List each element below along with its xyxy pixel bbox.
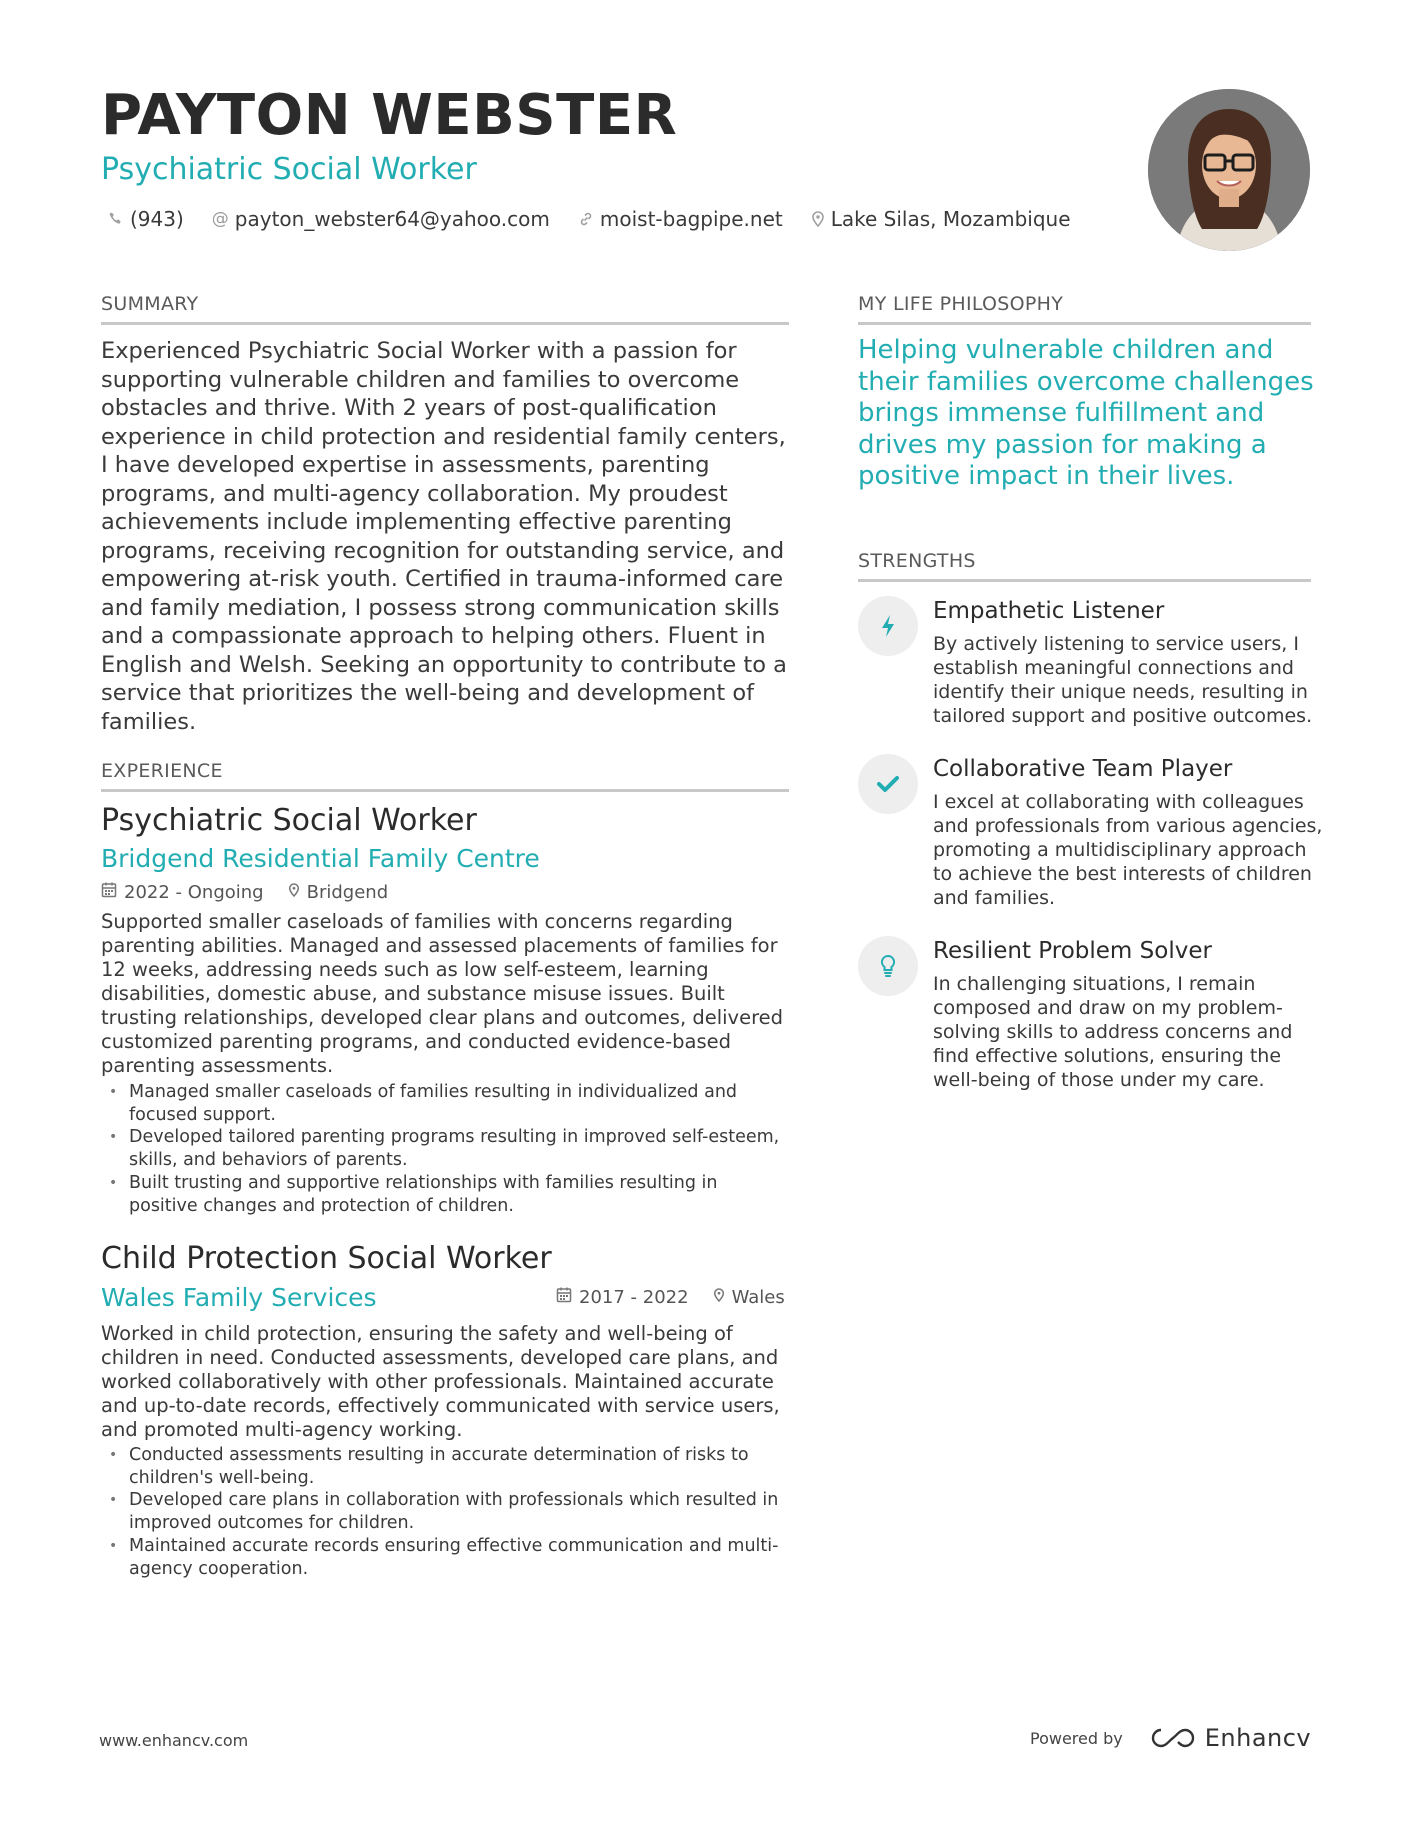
lightning-icon (858, 596, 918, 656)
job-location (713, 1286, 785, 1310)
footer-website[interactable]: www.enhancv.com (99, 1731, 249, 1750)
contact-phone[interactable] (108, 205, 184, 233)
location-pin-icon (713, 1286, 725, 1310)
job-bullet: • Conducted assessments resulting in accurate determination of risks to children's well-being. (101, 1444, 781, 1489)
job-bullets (101, 1081, 781, 1217)
strength-description: I excel at collaborating with colleagues and professionals from various agencies, promoting a multidisciplinary approach to achieve the best interests of children and families. (933, 791, 1323, 909)
candidate-name: PAYTON WEBSTER (101, 83, 678, 148)
job-dates (556, 1286, 689, 1310)
calendar-icon (101, 881, 117, 905)
profile-photo (1148, 89, 1310, 251)
experience-heading: EXPERIENCE (101, 759, 789, 792)
job-description: Worked in child protection, ensuring the safety and well-being of children in need. Conducted assessments, developed care plans, and worked collaboratively with other professionals. Maintained accurate and up-to-date records, effectively communicated with service users, and promoted multi-agency working. (101, 1322, 780, 1441)
strength-description: By actively listening to service users, I establish meaningful connections and identify their unique needs, resulting in tailored support and positive outcomes. (933, 633, 1313, 727)
job-location (288, 881, 389, 905)
job-role: Child Protection Social Worker (101, 1241, 552, 1276)
contact-email[interactable] (212, 205, 550, 233)
powered-by-label: Powered by (1030, 1728, 1123, 1748)
job-meta (101, 881, 388, 905)
job-bullet: • Built trusting and supportive relationships with families resulting in positive changes and protection of children. (101, 1172, 781, 1217)
location-text: Lake Silas, Mozambique (830, 207, 1071, 231)
job-description: Supported smaller caseloads of families with concerns regarding parenting abilities. Managed and assessed placements of families for 12 weeks, addressing needs such as low self-esteem, learning disabilities, domestic abuse, and substance misuse issues. Built trusting relationships, developed clear plans and outcomes, delivered customized parenting programs, and conducted evidence-based parenting assessments. (101, 910, 784, 1077)
contact-bar (108, 205, 1071, 233)
checkmark-icon (858, 754, 918, 814)
website-text: moist-bagpipe.net (599, 207, 783, 231)
job-location-text: Wales (731, 1287, 785, 1308)
phone-icon (108, 211, 124, 227)
strength-title: Resilient Problem Solver (933, 938, 1212, 964)
summary-text: Experienced Psychiatric Social Worker with a passion for supporting vulnerable children and families to overcome obstacles and thrive. With 2 years of post-qualification experience in child protection and residential family centers, I have developed expertise in assessments, parenting programs, and multi-agency collaboration. My proudest achievements include implementing effective parenting programs, receiving recognition for outstanding service, and empowering at-risk youth. Certified in trauma-informed care and family mediation, I possess strong communication skills and a compassionate approach to helping others. Fluent in English and Welsh. Seeking an opportunity to contribute to a service that prioritizes the well-being and development of families. (101, 338, 787, 735)
philosophy-quote: Helping vulnerable children and their families overcome challenges brings immense fulfillment and drives my passion for making a positive impact in their lives. (858, 335, 1314, 491)
footer-branding (1030, 1724, 1311, 1752)
job-dates (101, 881, 264, 905)
strength-title: Empathetic Listener (933, 598, 1165, 624)
job-dates-text: 2017 - 2022 (579, 1287, 689, 1308)
strength-description: In challenging situations, I remain composed and draw on my problem-solving skills to address concerns and find effective solutions, ensuring the well-being of those under my care. (933, 973, 1293, 1091)
link-icon (578, 211, 594, 227)
phone-text: (943) (130, 207, 184, 231)
job-bullet: • Managed smaller caseloads of families resulting in individualized and focused support. (101, 1081, 781, 1126)
job-bullet: • Developed care plans in collaboration with professionals which resulted in improved outcomes for children. (101, 1489, 781, 1534)
job-location-text: Bridgend (306, 882, 389, 903)
brand-name: Enhancv (1204, 1724, 1312, 1752)
job-company: Wales Family Services (101, 1283, 377, 1312)
portrait-illustration (1148, 89, 1310, 251)
job-dates-text: 2022 - Ongoing (124, 882, 264, 903)
at-sign-icon: @ (211, 209, 229, 229)
job-meta (556, 1286, 785, 1310)
job-bullets (101, 1444, 781, 1580)
philosophy-heading: MY LIFE PHILOSOPHY (858, 292, 1311, 325)
job-role: Psychiatric Social Worker (101, 803, 477, 838)
strength-title: Collaborative Team Player (933, 756, 1233, 782)
job-company: Bridgend Residential Family Centre (101, 844, 540, 873)
lightbulb-icon (858, 936, 918, 996)
job-bullet: • Maintained accurate records ensuring effective communication and multi-agency cooperation. (101, 1535, 781, 1580)
candidate-title: Psychiatric Social Worker (101, 152, 477, 187)
job-bullet: • Developed tailored parenting programs resulting in improved self-esteem, skills, and behaviors of parents. (101, 1126, 781, 1171)
location-pin-icon (288, 881, 300, 905)
location-pin-icon (811, 211, 825, 227)
brand-logo[interactable] (1149, 1724, 1311, 1752)
contact-website[interactable] (578, 205, 783, 233)
infinity-logo-icon (1149, 1726, 1197, 1750)
email-text: payton_webster64@yahoo.com (234, 207, 550, 231)
contact-location (811, 205, 1071, 233)
calendar-icon (556, 1286, 572, 1310)
summary-heading: SUMMARY (101, 292, 789, 325)
strengths-heading: STRENGTHS (858, 549, 1311, 582)
